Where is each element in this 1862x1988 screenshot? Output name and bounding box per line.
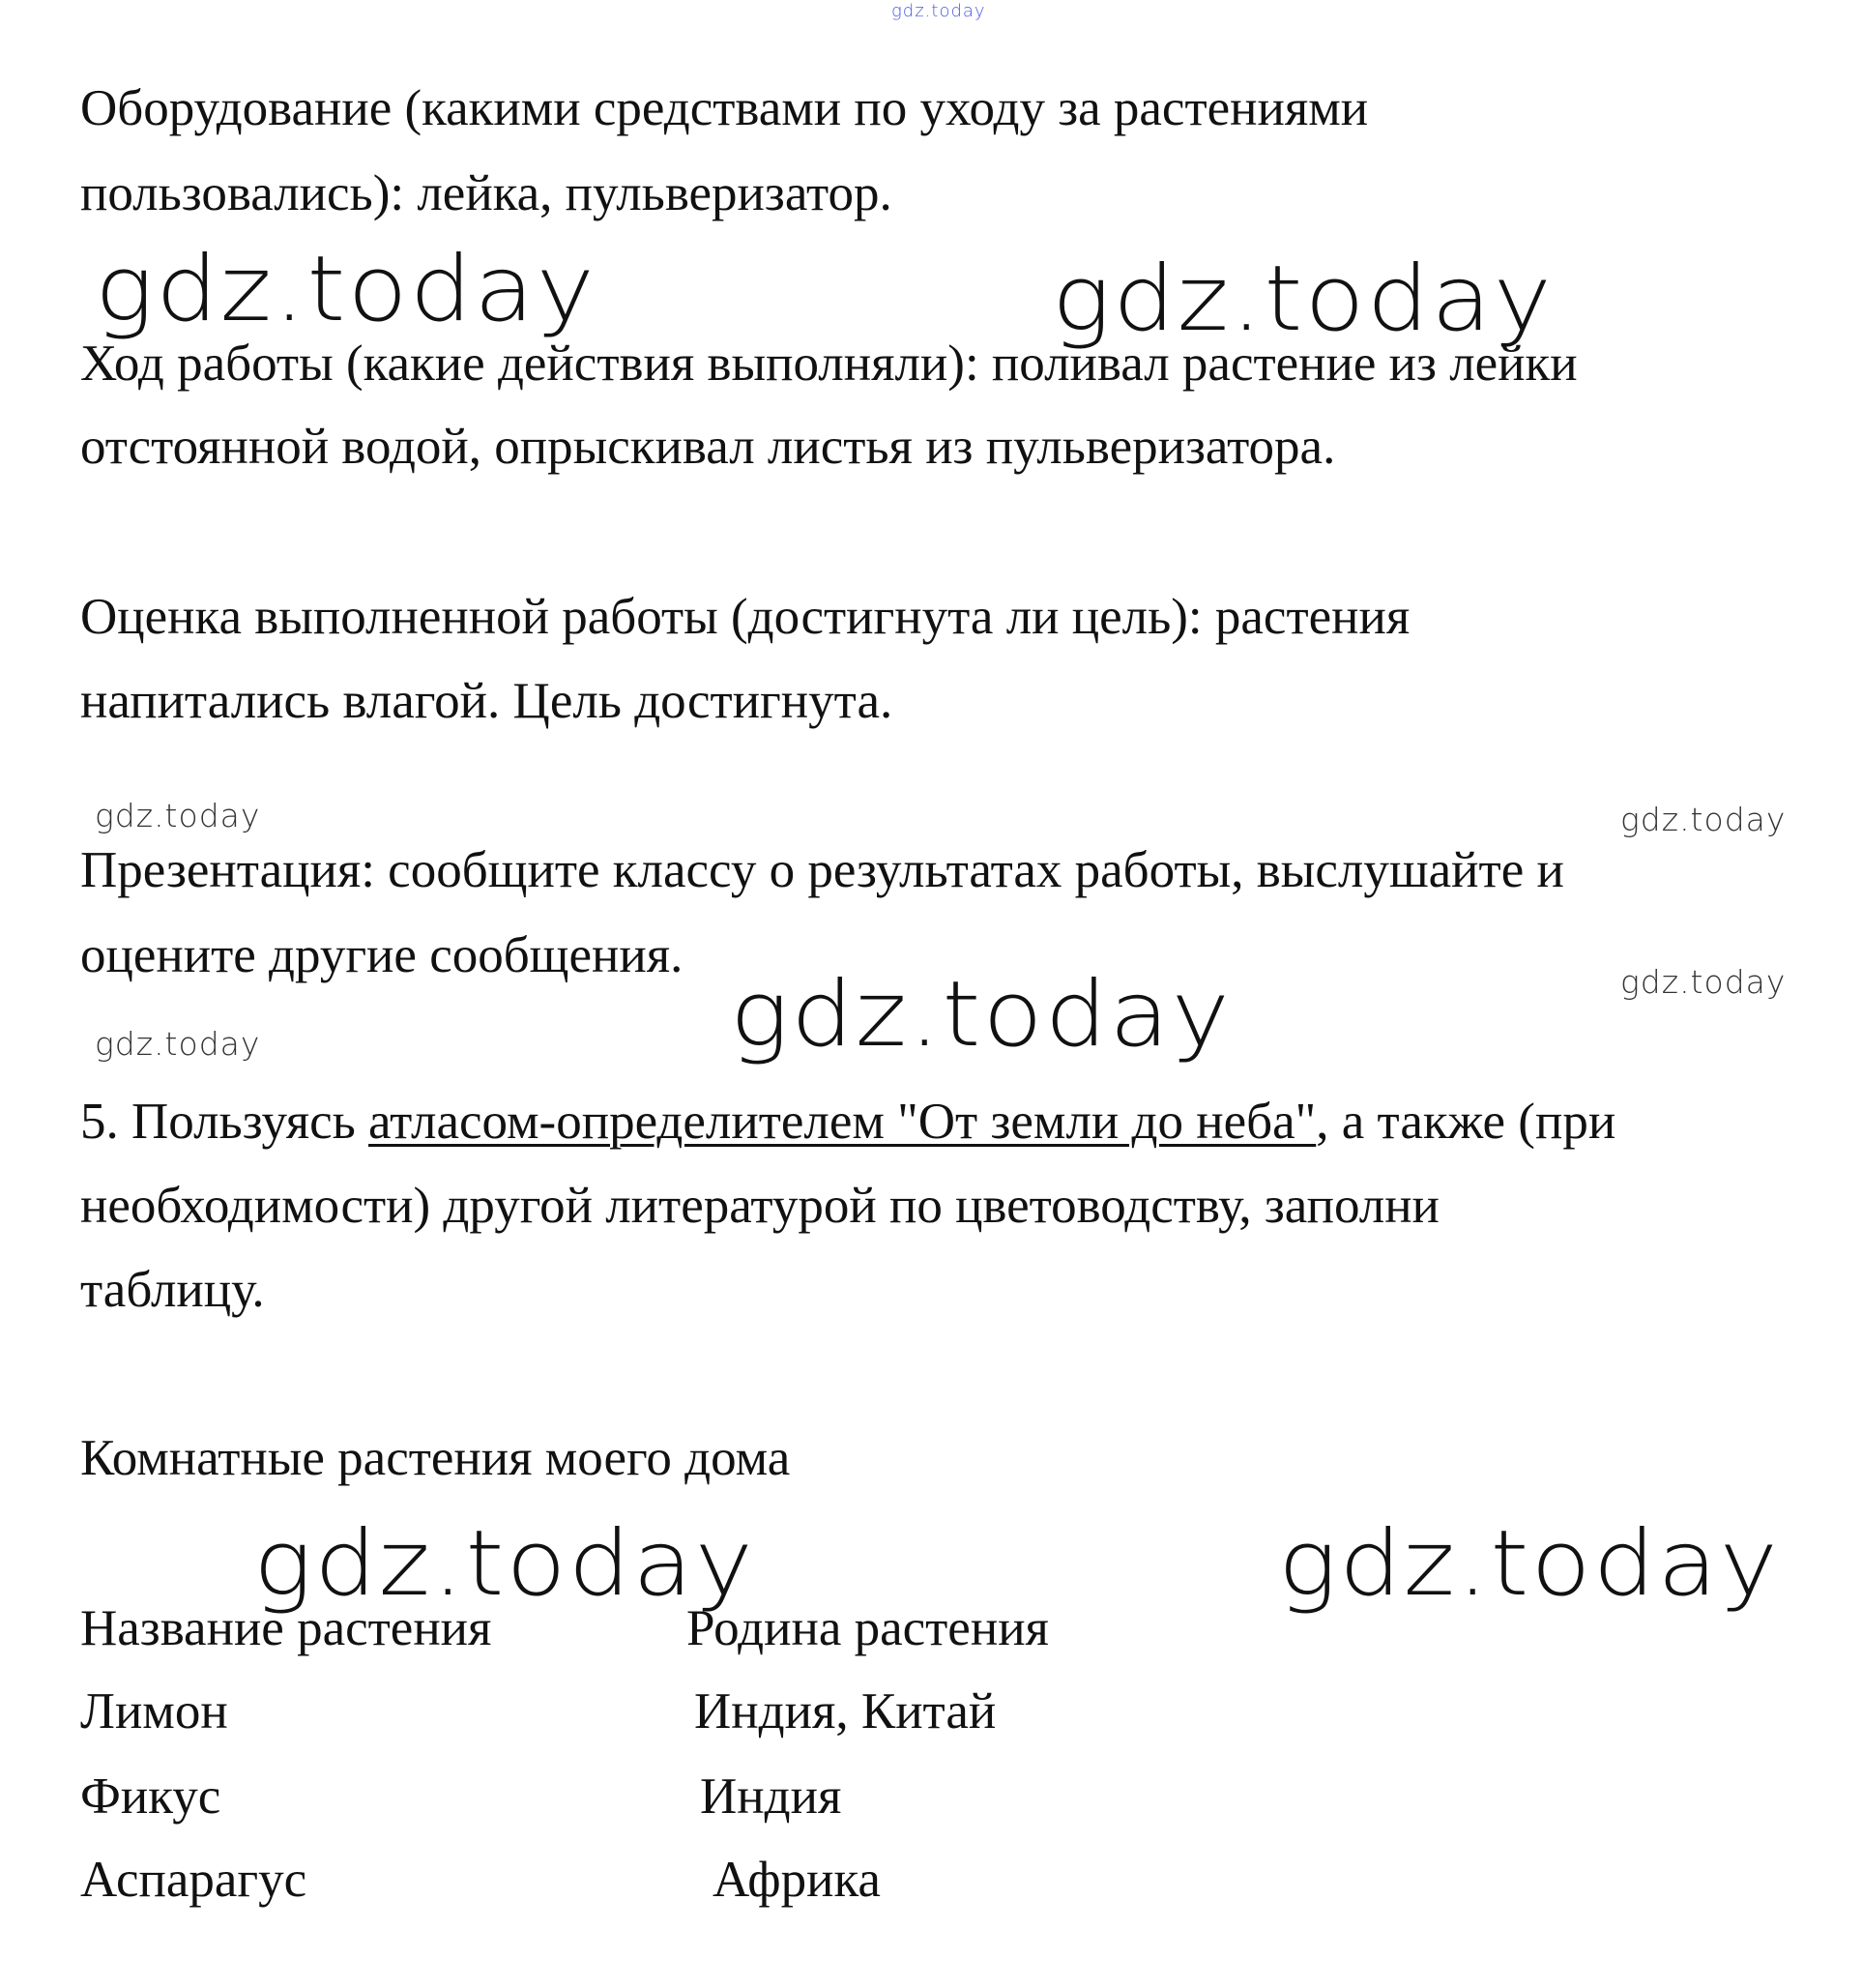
- procedure-line-2: отстоянной водой, опрыскивал листья из пульверизатора.: [80, 419, 1336, 475]
- table-header-origin: Родина растения: [686, 1600, 1049, 1656]
- watermark-large: gdz.today: [1278, 1511, 1781, 1617]
- task5-prefix: 5. Пользуясь: [80, 1094, 369, 1150]
- watermark-large: gdz.today: [1052, 247, 1555, 352]
- watermark-small: gdz.today: [1620, 963, 1787, 1001]
- watermark-small: gdz.today: [95, 797, 261, 834]
- table-header-name: Название растения: [80, 1600, 492, 1656]
- task5-suffix: , а также (при: [1316, 1094, 1616, 1150]
- table-cell-plant: Аспарагус: [80, 1852, 307, 1908]
- table-cell-plant: Лимон: [80, 1683, 228, 1740]
- procedure-line-1: Ход работы (какие действия выполняли): поливал растение из лейки: [80, 336, 1578, 392]
- table-cell-origin: Индия, Китай: [694, 1683, 997, 1740]
- presentation-line-1: Презентация: сообщите классу о результатах работы, выслушайте и: [80, 842, 1564, 898]
- task5-line-1: [80, 1093, 1615, 1151]
- watermark-small: gdz.today: [95, 1025, 261, 1063]
- table-cell-origin: Индия: [700, 1769, 842, 1825]
- table-cell-plant: Фикус: [80, 1769, 221, 1825]
- watermark-small: gdz.today: [1620, 801, 1787, 838]
- watermark-top: gdz.today: [891, 1, 986, 21]
- task5-line-3: таблицу.: [80, 1262, 265, 1318]
- task5-line-2: необходимости) другой литературой по цветоводству, заполни: [80, 1178, 1440, 1234]
- presentation-line-2: оцените другие сообщения.: [80, 927, 684, 983]
- table-cell-origin: Африка: [713, 1852, 881, 1908]
- watermark-large: gdz.today: [95, 237, 597, 342]
- watermark-large: gdz.today: [253, 1511, 756, 1617]
- evaluation-line-1: Оценка выполненной работы (достигнута ли цель): растения: [80, 589, 1411, 645]
- watermark-large: gdz.today: [730, 962, 1233, 1067]
- equipment-line-2: пользовались): лейка, пульверизатор.: [80, 165, 892, 221]
- atlas-link[interactable]: атласом-определителем "От земли до неба": [368, 1094, 1317, 1150]
- equipment-line-1: Оборудование (какими средствами по уходу за растениями: [80, 80, 1369, 136]
- evaluation-line-2: напитались влагой. Цель достигнута.: [80, 673, 893, 729]
- table-title: Комнатные растения моего дома: [80, 1430, 791, 1486]
